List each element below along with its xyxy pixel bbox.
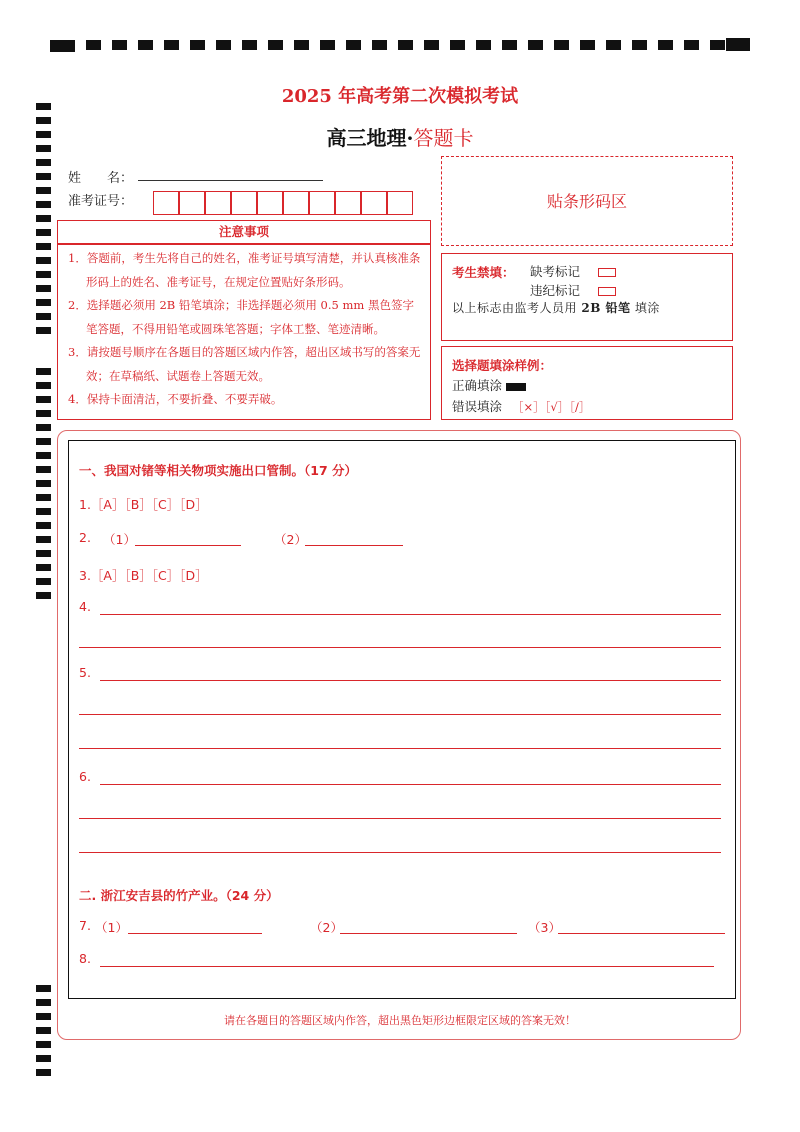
violation-mark-box	[598, 287, 616, 296]
q4-line[interactable]	[100, 614, 721, 615]
forbidden-note-suffix: 填涂	[634, 301, 660, 315]
q8-line[interactable]	[100, 966, 714, 967]
id-label: 准考证号：	[68, 194, 134, 209]
absent-mark-box	[598, 268, 616, 277]
q5-number: 5.	[79, 665, 91, 680]
q3-choices[interactable]: 3.［A］［B］［C］［D］	[79, 568, 208, 583]
q5-line[interactable]	[79, 748, 721, 749]
answer-region	[68, 440, 736, 999]
q2-part1-label: （1）	[103, 532, 136, 547]
wrong-label: 错误填涂	[452, 399, 503, 414]
q7-part1-label: （1）	[95, 920, 128, 935]
correct-fill-sample	[506, 383, 526, 391]
q7-part1-line[interactable]	[128, 933, 262, 934]
barcode-area	[441, 156, 733, 246]
q7-part3-line[interactable]	[558, 933, 725, 934]
q2-part2-label: （2）	[274, 532, 307, 547]
forbidden-box	[441, 253, 733, 341]
subtitle-accent: 答题卡	[413, 126, 474, 150]
q6-line[interactable]	[79, 852, 721, 853]
section2-heading: 二. 浙江安吉县的竹产业。（24 分）	[79, 888, 279, 903]
notes-title-box	[57, 220, 431, 244]
q2-part2-line[interactable]	[305, 545, 403, 546]
note-item: 3．请按题号顺序在各题目的答题区域内作答，超出区域书写的答案无效；在草稿纸、试题卷上答题无效。	[68, 345, 421, 383]
sample-title: 选择题填涂样例：	[452, 358, 553, 373]
notes-box	[57, 244, 431, 420]
notes-title: 注意事项	[218, 224, 269, 239]
name-field[interactable]	[138, 180, 323, 181]
name-label: 姓 名：	[68, 171, 134, 186]
subtitle-main: 高三地理·	[326, 126, 414, 150]
q2-part1-line[interactable]	[135, 545, 241, 546]
q5-line[interactable]	[79, 714, 721, 715]
q4-number: 4.	[79, 599, 91, 614]
note-item: 4．保持卡面清洁，不要折叠、不要弄破。	[68, 392, 283, 406]
q7-part2-line[interactable]	[340, 933, 517, 934]
footer-warning: 请在各题目的答题区域内作答，超出黑色矩形边框限定区域的答案无效！	[224, 1014, 576, 1027]
sample-box	[441, 346, 733, 420]
correct-label: 正确填涂	[452, 378, 503, 393]
absent-label: 缺考标记	[530, 264, 581, 279]
q7-part2-label: （2）	[310, 920, 343, 935]
q6-line[interactable]	[79, 818, 721, 819]
forbidden-note-pencil: 2B 铅笔	[581, 301, 631, 315]
q2-number: 2.	[79, 530, 91, 545]
note-item: 1．答题前，考生先将自己的姓名，准考证号填写清楚，并认真核准条形码上的姓名、准考证号，在规定位置贴好条形码。	[68, 251, 421, 289]
exam-title: 2025 年高考第二次模拟考试	[281, 86, 519, 107]
note-item: 2．选择题必须用 2B 铅笔填涂；非选择题必须用 0.5 mm 黑色签字笔答题，不得用铅笔或圆珠笔答题；字体工整、笔迹清晰。	[68, 298, 414, 336]
q4-line[interactable]	[79, 647, 721, 648]
section1-heading: 一、我国对锗等相关物项实施出口管制。（17 分）	[79, 463, 357, 478]
violation-label: 违纪标记	[530, 283, 581, 298]
q7-part3-label: （3）	[528, 920, 561, 935]
q6-number: 6.	[79, 769, 91, 784]
q8-number: 8.	[79, 951, 91, 966]
q5-line[interactable]	[100, 680, 721, 681]
card-subtitle	[0, 122, 800, 151]
forbidden-note-prefix: 以上标志由监考人员用	[452, 301, 578, 315]
q7-number: 7.	[79, 918, 91, 933]
barcode-label: 贴条形码区	[546, 192, 627, 211]
wrong-marks: ［×］［√］［/］	[512, 400, 591, 414]
q1-choices[interactable]: 1.［A］［B］［C］［D］	[79, 497, 208, 512]
q6-line[interactable]	[100, 784, 721, 785]
forbidden-label: 考生禁填：	[452, 265, 515, 280]
